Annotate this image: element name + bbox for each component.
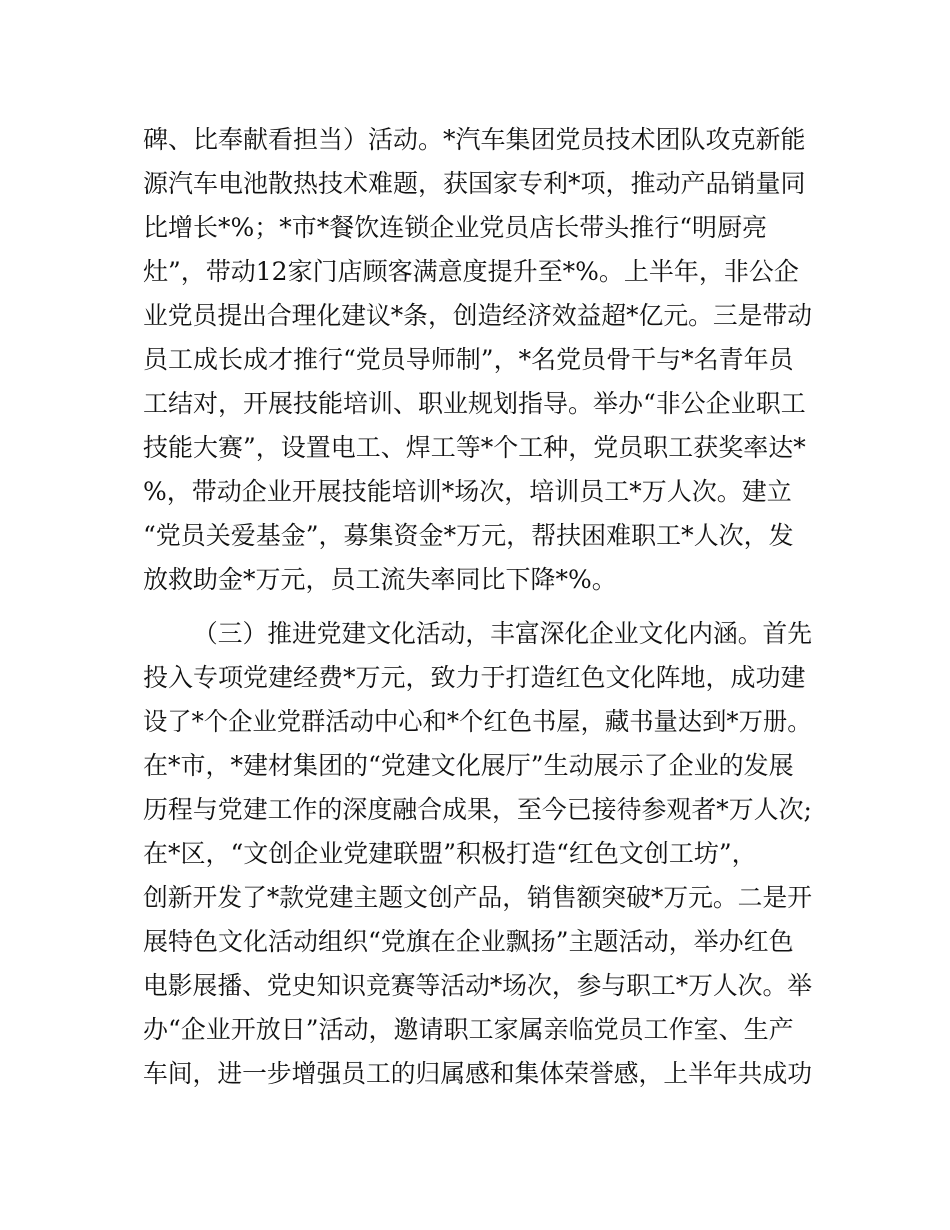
paragraph-heading-line: （三）推进党建文化活动，丰富深化企业文化内涵。首先	[193, 619, 813, 648]
text-line: 电影展播、党史知识竞赛等活动*场次，参与职工*万人次。举	[143, 971, 813, 1000]
text-line: 投入专项党建经费*万元，致力于打造红色文化阵地，成功建	[143, 663, 806, 692]
text-line: 员工成长成才推行“党员导师制”，*名党员骨干与*名青年员	[143, 345, 794, 374]
text-line: 车间，进一步增强员工的归属感和集体荣誉感，上半年共成功	[143, 1059, 813, 1088]
text-line: 放救助金*万元，员工流失率同比下降*%。	[143, 565, 617, 594]
text-line: 办“企业开放日”活动，邀请职工家属亲临党员工作室、生产	[143, 1015, 794, 1044]
text-line: 在*区，“文创企业党建联盟”积极打造“红色文创工坊”，	[143, 839, 757, 868]
text-line: 创新开发了*款党建主题文创产品，销售额突破*万元。二是开	[143, 883, 813, 912]
text-line: 碑、比奉献看担当）活动。*汽车集团党员技术团队攻克新能	[143, 125, 806, 154]
text-line: %，带动企业开展技能培训*场次，培训员工*万人次。建立	[143, 477, 792, 506]
text-line: 业党员提出合理化建议*条，创造经济效益超*亿元。三是带动	[143, 301, 813, 330]
text-line: 工结对，开展技能培训、职业规划指导。举办“非公企业职工	[143, 389, 806, 418]
text-line: 比增长*%；*市*餐饮连锁企业党员店长带头推行“明厨亮	[143, 213, 768, 242]
text-line: “党员关爱基金”，募集资金*万元，帮扶困难职工*人次，发	[143, 521, 794, 550]
text-line: 在*市，*建材集团的“党建文化展厅”生动展示了企业的发展	[143, 751, 794, 780]
text-line: 设了*个企业党群活动中心和*个红色书屋，藏书量达到*万册。	[143, 707, 812, 736]
text-line: 灶”，带动12家门店顾客满意度提升至*%。上半年，非公企	[143, 257, 799, 286]
text-line: 源汽车电池散热技术难题，获国家专利*项，推动产品销量同	[143, 169, 806, 198]
text-line: 展特色文化活动组织“党旗在企业飘扬”主题活动，举办红色	[143, 927, 794, 956]
text-line: 技能大赛”，设置电工、焊工等*个工种，党员职工获奖率达*	[143, 433, 806, 462]
text-line: 历程与党建工作的深度融合成果，至今已接待参观者*万人次;	[143, 795, 812, 824]
